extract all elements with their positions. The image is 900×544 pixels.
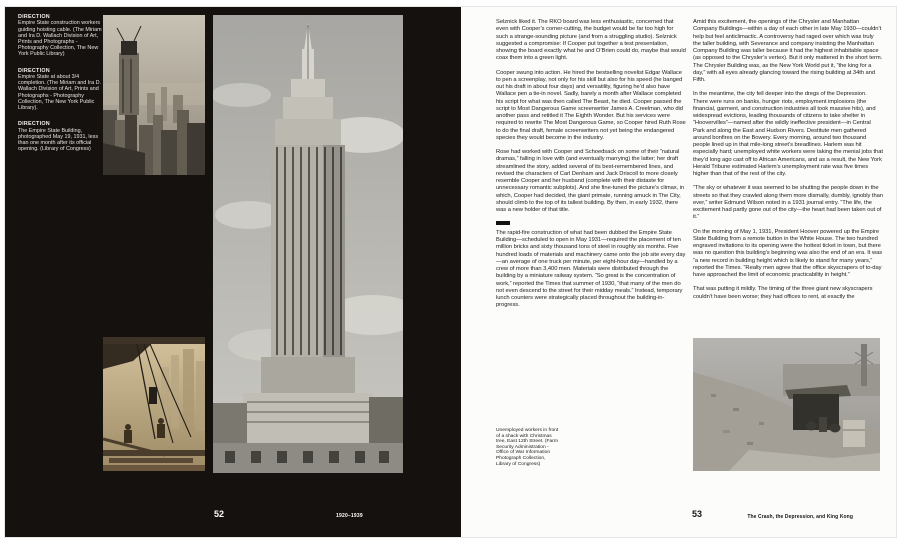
body-paragraph: Cooper swung into action. He hired the bestselling novelist Edgar Wallace to pen a screenplay, not only for his skill but also for his speed (he banged out his draft in about four days) and versatility, figuring he’d also have Wallace pen a tie-in novel. Sadly, barely a month after Wallace completed his script for what was then called The Beast, he died. Cooper passed the script to Most Dangerous Game screenwriter James A. Creelman, who did another pass and retitled it The Eighth Wonder. But his services were required to rewrite The Most Dangerous Game, so Cooper hired Ruth Rose to do the final draft, female screenwriters not yet being the endangered species they would become in the industry. xyxy=(496,69,686,141)
page-number: 52 xyxy=(213,509,224,519)
caption-label: DIRECTION xyxy=(18,67,50,74)
body-paragraph: On the morning of May 1, 1931, President Hoover powered up the Empire State Building from a remote button in the White House. The two hundred engraved invitations to its opening were the hottest ticket in town, but there was no question this building’s beginning was also the end of an era. It was “a new record in building height which is likely to stand for many years,” reported the Times. “Realty men agree that the office skyscrapers of to-day have approached the limit of economic practicability in height.” xyxy=(693,228,883,278)
book-spread xyxy=(5,7,896,537)
body-paragraph: Rose had worked with Cooper and Schoedsack on some of their “natural dramas,” falling in love with (and eventually marrying) the latter; her draft streamlined the story, added several of its best-remembered lines, and revised the characters of Carl Denham and Jack Driscoll to more closely resemble Cooper and her husband (complete with their distaste for unnecessary romantic subplots). And she fine-tuned the picture’s climax, in which, Cooper had decided, the giant primate, running amuck in The City, should climb to the top of its tallest building. By then, in early 1932, there was a new holder of that title. xyxy=(496,149,685,213)
body-paragraph: In the meantime, the city fell deeper into the dregs of the Depression. There were runs on banks, hunger riots, employment implosions (the financial, garment, and construction industries all took massive hits), and widespread evictions, leading thousands of citizens to take shelter in “Hoovervilles”—named after the wildly ineffective president—in Central Park and along the East and Hudson Rivers. Destitute men gathered around bonfires on the Bowery. Every morning, around two thousand people lined up in that mile-long street’s breadlines. Harlem was hit especially hard; unemployed white workers were taking the menial jobs that they’d long ago cast off to African Americans, and as a result, the New York Herald Tribune estimated Harlem’s unemployment rate was five times higher than that of the rest of the city. xyxy=(693,91,883,177)
caption-label: DIRECTION xyxy=(18,14,50,20)
caption-column xyxy=(18,14,102,162)
body-paragraph: Selznick liked it. The RKO board was less enthusiastic, concerned that even with Cooper’s corner-cutting, the budget would be far too high for such a strange-sounding picture (and from a struggling studio). Selznick suggested a compromise: If Cooper put together a test presentation, showing the board exactly what he and O’Brien could do, maybe that would coax them into a green light. xyxy=(496,19,686,62)
body-paragraph: That was putting it mildly. The timing of the three giant new skyscrapers couldn’t have been worse; they had offices to rent, at exactly the xyxy=(693,286,873,300)
text-column-1 xyxy=(496,19,686,317)
caption-label: DIRECTION xyxy=(18,121,50,128)
left-page xyxy=(5,7,461,537)
construction-workers-hoisting-cable-photo xyxy=(103,337,205,471)
shack-illustration xyxy=(693,338,880,471)
body-paragraph: “The sky or whatever it was seemed to be shutting the people down in the streets so that they crawled along them more dismally, dumbly, ignobly than ever,” writer Edmund Wilson noted in a 1931 journal entry. “The life, the excitement had partly gone out of the city—the heart had been taken out of it.” xyxy=(693,185,884,221)
body-paragraph: Amid this excitement, the openings of the Chrysler and Manhattan Company Buildings—within a day of each other in late May 1930—couldn’t help but feel anticlimactic. A controversy had raged over which was truly the taller building, with Severance and company insisting the Manhattan Company Building was taller because it had the highest inhabitable space (as opposed to the Chrysler’s vertex). But it only mattered in the short term. The Chrysler Building was, as the New York World put it, “the king for a day,” with all eyes already glancing toward the rising building at 34th and Fifth. xyxy=(693,19,883,83)
body-paragraph: The rapid-fire construction of what had been dubbed the Empire State Building—scheduled to open in May 1931—required the placement of ten million bricks and sixty thousand tons of steel in roughly six months. Five hundred loads of materials and machinery came onto the job site every day—an average of one truck per minute, per eight-hour day—handled by a crew of more than 3,400 men. Materials were distributed through the building by a miniature railway system. “So great is the concentration of work,” reported the Times that summer of 1930, “that many of the men do not even descend to the street for their midday meals.” Instead, temporary lunch counters were strategically placed throughout the building-in-progress. xyxy=(496,229,686,309)
era-label: 1920–1939 xyxy=(336,513,363,519)
page-number: 53 xyxy=(691,509,702,519)
caption-text: Empire State construction workers guiding hoisting cable. (The Miriam and Ira D. Wallach Division of Art, Prints and Photographs - Photography Collection, The New York Public Library) xyxy=(18,20,102,58)
photo-caption-3 xyxy=(18,121,102,152)
aerial-skyline-illustration xyxy=(103,15,205,175)
empire-state-building-completed-photo xyxy=(213,15,403,473)
workers-illustration xyxy=(103,337,205,471)
caption-text: The Empire State Building, photographed May 19, 1931, less than one month after its official opening. (Library of Congress) xyxy=(18,127,99,153)
right-page xyxy=(461,7,896,537)
photo-caption-2 xyxy=(18,68,102,112)
empire-state-under-construction-aerial-photo xyxy=(103,15,205,175)
text-column-2 xyxy=(693,19,883,308)
running-footer-title: The Crash, the Depression, and King Kong xyxy=(747,514,853,520)
photo-caption-1 xyxy=(18,14,102,58)
unemployed-workers-shack-photo xyxy=(693,338,880,471)
photo-caption: Unemployed workers in front of a shack with Christmas tree, East 12th Street. (Farm Security Administration - Office of War Information Photograph Collection, Library of Congress) xyxy=(496,428,559,467)
caption-text: Empire State at about 3/4 completion. (The Miriam and Ira D. Wallach Division of Art, Prints and Photographs - Photography Collection, The New York Public Library). xyxy=(18,74,101,112)
empire-state-illustration xyxy=(213,15,403,473)
section-divider xyxy=(496,221,510,225)
